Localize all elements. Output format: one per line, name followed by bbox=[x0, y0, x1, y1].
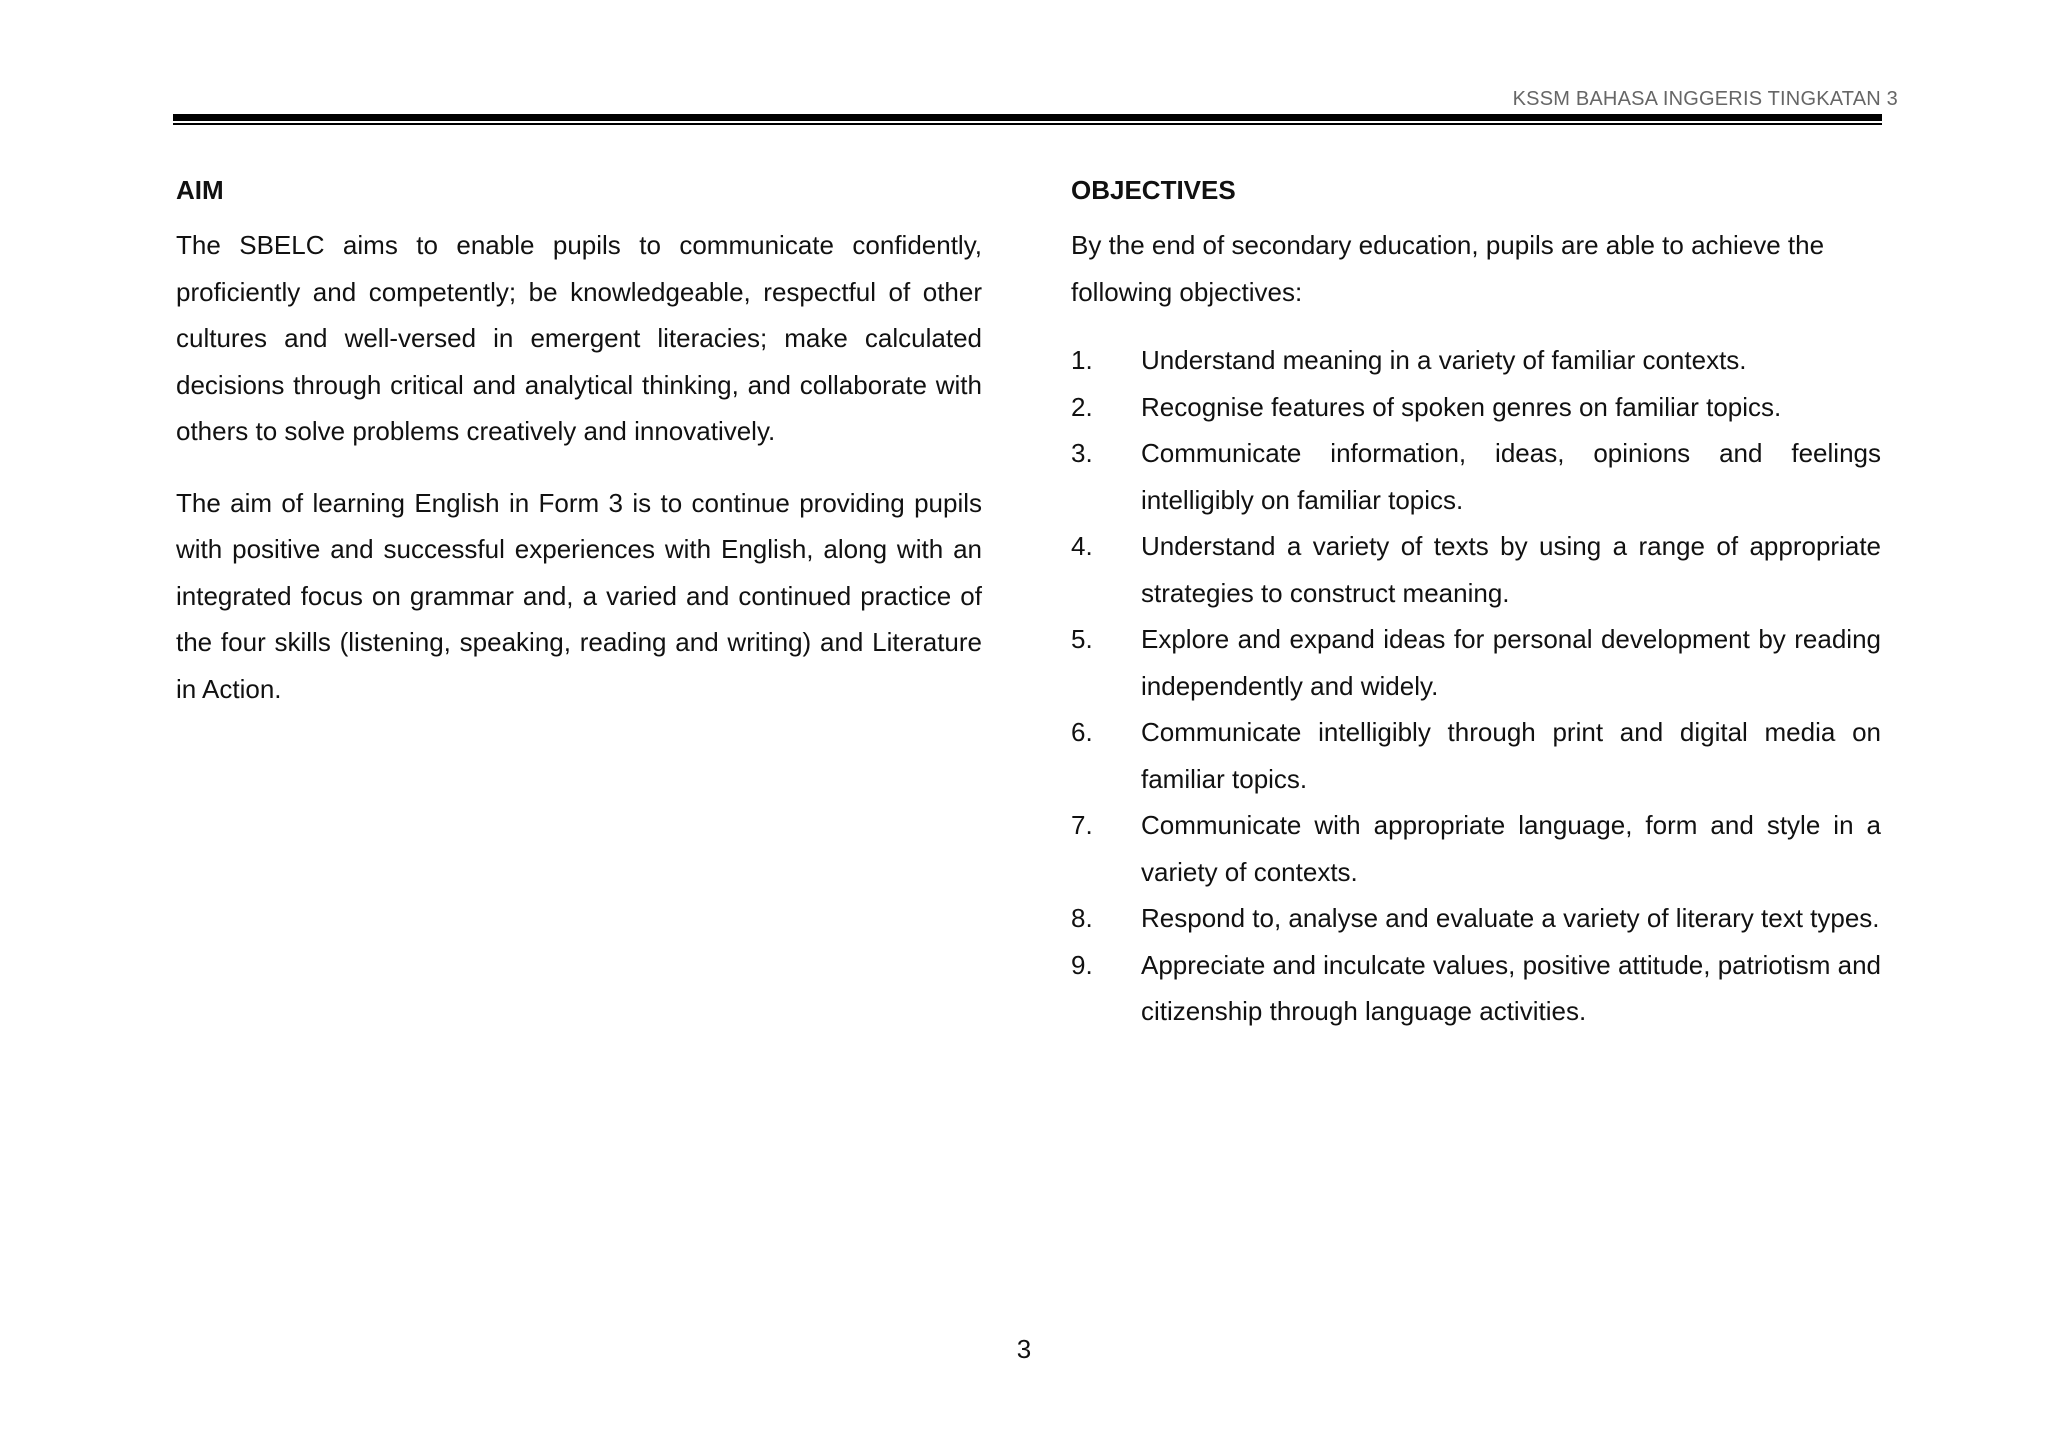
page-number: 3 bbox=[1016, 1334, 1032, 1364]
aim-paragraph: The SBELC aims to enable pupils to communicate confidently, proficiently and competently; be knowledgeable, respectful of other cultures and well-versed in emergent literacies; make calculated decisions through critical and analytical thinking, and collaborate with others to solve problems creatively and innovatively. bbox=[176, 230, 982, 446]
objective-number: 4. bbox=[1071, 531, 1093, 561]
header-rule-thick bbox=[173, 114, 1882, 121]
objective-number: 1. bbox=[1071, 345, 1093, 375]
objectives-intro: By the end of secondary education, pupils are able to achieve the following objectives: bbox=[1071, 230, 1825, 307]
objective-item bbox=[1071, 616, 1881, 709]
objectives-list bbox=[1071, 337, 1881, 1035]
objectives-heading: OBJECTIVES bbox=[1071, 175, 1236, 205]
objective-text: Understand a variety of texts by using a range of appropriate strategies to construct meaning. bbox=[1141, 531, 1881, 608]
objective-item bbox=[1071, 523, 1881, 616]
objective-number: 6. bbox=[1071, 717, 1093, 747]
objective-number: 7. bbox=[1071, 810, 1093, 840]
objective-item bbox=[1071, 802, 1881, 895]
aim-heading: AIM bbox=[176, 175, 224, 205]
objective-text: Explore and expand ideas for personal development by reading independently and widely. bbox=[1141, 624, 1881, 701]
objective-item bbox=[1071, 895, 1881, 942]
objective-text: Recognise features of spoken genres on familiar topics. bbox=[1141, 391, 1782, 422]
objective-text: Understand meaning in a variety of familiar contexts. bbox=[1141, 345, 1747, 375]
objective-item bbox=[1071, 337, 1881, 384]
objective-number: 9. bbox=[1071, 949, 1093, 980]
header-rule-thin bbox=[173, 123, 1882, 125]
objective-number: 8. bbox=[1071, 903, 1093, 933]
objective-number: 2. bbox=[1071, 391, 1093, 422]
objective-number: 3. bbox=[1071, 438, 1093, 468]
objectives-section bbox=[1071, 172, 1881, 1035]
objective-item bbox=[1071, 709, 1881, 802]
objective-text: Respond to, analyse and evaluate a variety of literary text types. bbox=[1141, 903, 1880, 933]
objective-text: Communicate with appropriate language, form and style in a variety of contexts. bbox=[1141, 810, 1881, 887]
objective-text: Appreciate and inculcate values, positive attitude, patriotism and citizenship through language activities. bbox=[1141, 949, 1881, 1026]
objective-text: Communicate information, ideas, opinions and feelings intelligibly on familiar topics. bbox=[1141, 438, 1881, 515]
objective-number: 5. bbox=[1071, 624, 1093, 654]
objective-item bbox=[1071, 384, 1881, 431]
objective-text: Communicate intelligibly through print and digital media on familiar topics. bbox=[1141, 717, 1881, 794]
aim-section bbox=[176, 172, 982, 737]
aim-paragraph: The aim of learning English in Form 3 is to continue providing pupils with positive and successful experiences with English, along with an integrated focus on grammar and, a varied and continued practice of the four skills (listening, speaking, reading and writing) and Literature in Action. bbox=[176, 487, 982, 704]
running-header: KSSM BAHASA INGGERIS TINGKATAN 3 bbox=[1512, 88, 1898, 110]
objective-item bbox=[1071, 430, 1881, 523]
objective-item bbox=[1071, 942, 1881, 1035]
